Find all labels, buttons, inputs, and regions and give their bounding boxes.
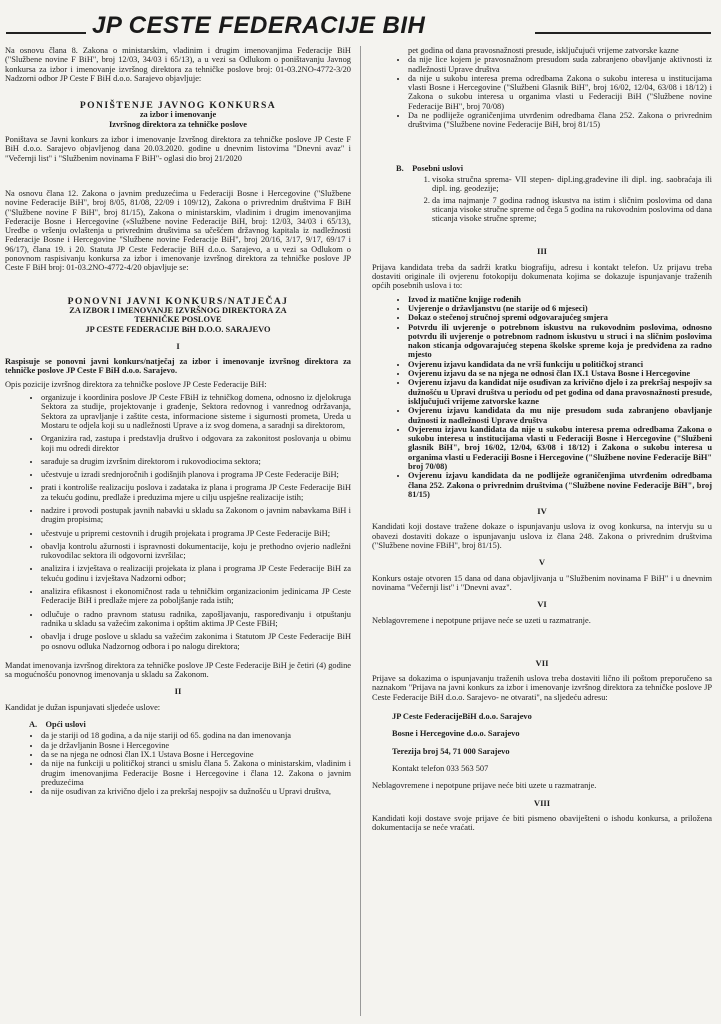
duty-item: • učestvuje u pripremi cestovnih i drugih projekata i programa JP Ceste Federacije BiH; xyxy=(41,529,351,538)
special-conditions-list xyxy=(372,175,712,223)
general-condition-continuation: pet godina od dana pravosnažnosti presude, isključujući vrijeme zatvorske kazne xyxy=(408,46,679,55)
section-heading-ii: II xyxy=(174,686,182,697)
general-conditions-heading xyxy=(29,720,351,729)
duty-item: • sarađuje sa drugim izvršnim direktorom i rukovodiocima sektora; xyxy=(41,457,351,466)
general-conditions-list xyxy=(5,731,351,796)
section-vi-text: Neblagovremene i nepotpune prijave neće se uzeti u razmatranje. xyxy=(372,615,591,625)
mandate-text: Mandat imenovanja izvršnog direktora za tehničke poslove JP Ceste Federacije BiH je četiri (4) godine sa mogućnošću ponovnog imenovanja u skladu sa Zakonom. xyxy=(5,660,351,680)
document-item: • Potvrdu ili uvjerenje o potrebnom iskustvu na rukovodnim poslovima, odnosno potvrdu ili uvjerenje o potrebnom radnom iskustvu u struci i na sličnim poslovima nakon sticanja odgovarajućeg stepena školske spreme koja je predviđena za radno mjesto xyxy=(408,323,712,360)
page-title: JP CESTE FEDERACIJE BIH xyxy=(92,12,426,39)
general-condition-item: • Da ne podliježe ograničenjima utvrđenim odredbama člana 252. Zakona o privrednim društvima ("Službene novine Federacije BiH, broj 81/15) xyxy=(408,111,712,130)
general-condition-item: • da nije osuđivan za krivično djelo i za prekršaj nespojiv sa dužnošću u Upravi društva, xyxy=(41,787,351,796)
section-heading-vi: VI xyxy=(537,599,547,610)
announcement-text: Raspisuje se ponovni javni konkurs/natječaj za izbor i imenovanje izvršnog direktora za tehničke poslove JP Ceste F BiH d.o.o. Sarajevo. xyxy=(5,357,351,376)
header-rule-right xyxy=(535,32,711,34)
competition-subtitle-2: TEHNIČKE POSLOVE xyxy=(134,315,222,325)
duty-item: • analizira i izvještava o realizaciji projekata iz plana i programa JP Ceste Federacije BiH za tekuću godinu i izvještava Nadzorni odbor; xyxy=(41,564,351,583)
column-divider xyxy=(360,46,361,1016)
section-heading-viii: VIII xyxy=(533,797,551,808)
duty-item: • analizira efikasnost i ekonomičnost rada u tehničkim organizacionim jedinicama JP Ceste Federacije BiH i predlaže mjere za poboljšanje rada istih; xyxy=(41,587,351,606)
document-item: • Ovjerenu izjavu da se na njega ne odnosi član IX.1 Ustava Bosne i Hercegovine xyxy=(408,369,712,378)
cancellation-subtitle-2: Izvršnog direktora za tehničke poslove xyxy=(108,119,248,129)
application-text: Prijava kandidata treba da sadrži kratku biografiju, adresu i kontakt telefon. Uz prijavu treba dostaviti originale ili ovjerenu fotokopiju dokumenata kojima se dokazuje ispunjavanje traženih općih posebnih uslova i to: xyxy=(372,262,712,291)
address-line-2: Bosne i Hercegovine d.o.o. Sarajevo xyxy=(392,729,520,739)
cancellation-subtitle-1: za izbor i imenovanje xyxy=(139,110,217,120)
position-description-intro: Opis pozicije izvršnog direktora za tehničke poslove JP Ceste Federacije BiH: xyxy=(5,379,267,389)
section-heading-iv: IV xyxy=(537,506,547,517)
general-conditions-letter: A. xyxy=(29,720,38,730)
document-item: • Ovjerenu izjavu kandidata da ne podliježe ograničenjima utvrđenim odredbama člana 252. Zakona o privrednim društvima ("Službene novine Federacije BiH", broj 81/15) xyxy=(408,471,712,499)
section-heading-vii: VII xyxy=(535,657,549,668)
cancellation-text: Poništava se Javni konkurs za izbor i imenovanje Izvršnog direktora za tehničke poslove JP Ceste F BiH d.o.o. Sarajevo objavljenog dana 20.03.2020. godine u dnevnim listovima "Dnevni avaz" i "Večernji list" i "Službenim novinama F BiH"- oglasi dio broj 21/2020 xyxy=(5,135,351,163)
general-conditions-title: Opći uslovi xyxy=(45,720,86,730)
address-line-1: JP Ceste FederacijeBiH d.o.o. Sarajevo xyxy=(392,712,532,722)
duty-item: • Organizira rad, zastupa i predstavlja društvo i odgovara za zakonitost poslovanja u obimu koji mu odredi direktor xyxy=(41,434,351,453)
duties-list xyxy=(5,393,351,651)
section-v-text: Konkurs ostaje otvoren 15 dana od dana objavljivanja u "Službenim novinama F BiH" i u dnevnim novinama "Večernji list" i "Dnevni avaz". xyxy=(372,573,712,592)
duty-item: • obavlja i druge poslove u skladu sa važećim zakonima i Statutom JP Ceste Federacije BiH po osnovu odluka Nadzornog odbora i po nalogu direktora; xyxy=(41,632,351,651)
duty-item: • organizuje i koordinira poslove JP Ceste FBiH iz tehničkog domena, odnosno iz djelokruga Sektora za studije, projektovanje i građenje, Sektora redovnog i vanrednog održavanja, Sektora za upravljanje i zaštite cesta, informacione sisteme i sigurnosti prometa, Ureda u Mostaru te odjela koji su u nadležnosti Uprave a iz svog domena, a saradnji sa direktorom, xyxy=(41,393,351,430)
section-vii-text: Prijave sa dokazima o ispunjavanju traženih uslova treba dostaviti lično ili poštom preporučeno sa naznakom "Prijava na javni konkurs za izbor i imenovanje izvršnog direktora za tehničke poslove JP Ceste Federacije BiH d.o.o. Sarajevo- ne otvarati", na sljedeću adresu: xyxy=(372,674,712,702)
general-condition-item: • da nije lice kojem je pravosnažnom presudom suda zabranjeno obavljanje aktivnosti iz nadležnosti Uprave društva xyxy=(408,55,712,74)
general-condition-item: • da se na njega ne odnosi član IX.1 Ustava Bosne i Hercegovine xyxy=(41,750,351,759)
duty-item: • prati i kontroliše realizaciju poslova i zadataka iz plana i programa JP Ceste Federacije BiH za tekuću godinu, predlaže i preduzima mjere u cilju uspješne realizacije istih; xyxy=(41,483,351,502)
contact-phone: Kontakt telefon 033 563 507 xyxy=(392,763,489,773)
document-item: • Ovjerenu izjavu kandidata da mu nije presudom suda zabranjeno obavljanje dužnosti iz nadležnosti Uprave društva xyxy=(408,406,712,425)
general-condition-item: • da je stariji od 18 godina, a da nije stariji od 65. godina na dan imenovanja xyxy=(41,731,351,740)
special-condition-item: 1. visoka stručna sprema- VII stepen- dipl.ing.građevine ili dipl. ing. saobraćaja ili dipl. ing. geodezije; xyxy=(432,175,712,194)
right-column xyxy=(372,46,712,836)
section-heading-iii: III xyxy=(536,246,548,257)
page-header xyxy=(0,10,721,42)
intro-paragraph-1: Na osnovu člana 8. Zakona o ministarskim, vladinim i drugim imenovanjima Federacije BiH ("Službene novine F BiH", broj 12/03, 34/03 i 65/13), a u vezi sa Odlukom o poništavanju Javnog konkursa za izbor i imenovanje izvršnog direktora za tehničke poslove broj: 01-03.2NO-4772-3/20 Nadzorni odbor JP Ceste F BiH d.o.o. Sarajevo objavljuje: xyxy=(5,46,351,83)
section-viii-text: Kandidati koji dostave svoje prijave će biti pismeno obaviješteni o ishodu konkursa, a priložena dokumentacija se neće vraćati. xyxy=(372,813,712,833)
document-item: • Izvod iz matične knjige rođenih xyxy=(408,295,712,304)
section-heading-i: I xyxy=(176,340,180,351)
duty-item: • nadzire i provodi postupak javnih nabavki u skladu sa Zakonom o javnim nabavkama BiH i drugim propisima; xyxy=(41,506,351,525)
intro-paragraph-2: Na osnovu člana 12. Zakona o javnim preduzećima u Federaciji Bosne i Hercegovine ("Službene novine Federacije BiH", broj 8/05, 81/08, 22/09 i 109/12), Zakona o privrednim društvima F BiH ("Službene novine F BiH", broj 81/15), Zakona o ministarskim, vladinim i drugim imenovanjima Federacije Bosne i Hercegovine («Službene novine Federacije BiH, broj: 12/03, 34/03 i 65/13), Uredbe o vršenju ovlaštenja u privrednim društvima sa učešćem državnog kapitala iz nadležnosti Federacije Bosne i Hercegovine "Službene novine Federacije BiH", broj 20/16, 3/17, 9/17, 69/17 i 96/17), člana 19. i 20. Statuta JP Ceste Federacije BiH d.o.o. Sarajevo, a u vezi sa Odlukom o ponovnom raspisivanju konkursa za izbor i imenovanje izvršnog direktora za tehničke poslove JP Ceste F BiH broj: 01-03.2NO-4772-4/20 objavljuje se: xyxy=(5,188,351,273)
special-condition-item: 2. da ima najmanje 7 godina radnog iskustva na istim i sličnim poslovima od dana sticanja visoke stručne spreme od čega 5 godina na rukovodnim poslovima od dana sticanja visoke stručne spreme; xyxy=(432,196,712,224)
special-conditions-letter: B. xyxy=(396,163,404,173)
cancellation-title: PONIŠTENJE JAVNOG KONKURSA xyxy=(79,100,277,112)
header-rule-left xyxy=(6,32,86,34)
document-item: • Ovjerenu izjavu da kandidat nije osuđivan za krivično djelo i za prekršaj nespojiv sa dužnošću u Upravi društva u periodu od pet godina od dana pravosnažnosti presude, isključujući vrijeme zatvorske kazne xyxy=(408,378,712,406)
address-line-3: Terezija broj 54, 71 000 Sarajevo xyxy=(392,746,510,756)
document-item: • Ovjerenu izjavu kandidata da nije u sukobu interesa prema odredbama Zakona o sukobu interesa u institucijama vlasti u Federaciji Bosne i Hercegovine ("Službeni glasnik BiH", broj 16/02, 12/04, 63/08 i 18/12) i Zakona o sukobu interesa u organima vlasti u Federaciji Bosne i Hercegovine ("Službene novine Federacije BiH" broj 70/08) xyxy=(408,425,712,471)
competition-subtitle-1: ZA IZBOR I IMENOVANJE IZVRŠNOG DIREKTORA ZA xyxy=(69,305,287,315)
section-heading-v: V xyxy=(538,557,546,568)
documents-list xyxy=(372,295,712,500)
general-condition-item: • da je državljanin Bosne i Hercegovine xyxy=(41,741,351,750)
document-item: • Uvjerenje o državljanstvu (ne starije od 6 mjeseci) xyxy=(408,304,712,313)
duty-item: • učestvuje u izradi srednjoročnih i godišnjih planova i programa JP Ceste Federacije BiH; xyxy=(41,470,351,479)
special-conditions-title: Posebni uslovi xyxy=(412,163,464,173)
document-item: • Dokaz o stečenoj stručnoj spremi odgovarajućeg smjera xyxy=(408,313,712,322)
competition-subtitle-3: JP CESTE FEDERACIJE BiH D.O.O. SARAJEVO xyxy=(85,324,271,334)
left-column xyxy=(5,46,351,800)
competition-title: PONOVNI JAVNI KONKURS/NATJEČAJ xyxy=(67,295,289,307)
late-applications-text: Neblagovremene i nepotpune prijave neće biti uzete u razmatranje. xyxy=(372,781,597,791)
section-iv-text: Kandidati koji dostave tražene dokaze o ispunjavanju uslova iz ovog konkursa, na intervju su u obavezi dostaviti dokaze o ispunjavanju uslova iz člana 248. Zakona o privrednim društvima ("Službene novine FBiH", broj 81/15). xyxy=(372,522,712,551)
general-condition-item: • da nije u sukobu interesa prema odredbama Zakona o sukobu interesa u institucijama vlasti Bosne i Hercegovine ("Službeni Glasnik BiH", broj 16/02, 12/04, 63/08 i 18/12) i Zakona o sukobu interesa u organima vlasti u Federaciji BiH ("Službene novine Federacije BiH", broj 70/08) xyxy=(408,74,712,111)
duty-item: • obavlja kontrolu ažurnosti i ispravnosti dokumentacije, koju je prethodno ovjerio nadležni rukovodilac sektora ili odgovorni izvršilac; xyxy=(41,542,351,561)
requirements-intro: Kandidat je dužan ispunjavati sljedeće uslove: xyxy=(5,702,161,712)
general-conditions-continued xyxy=(372,46,712,130)
special-conditions-heading xyxy=(396,164,712,173)
document-item: • Ovjerenu izjavu kandidata da ne vrši funkciju u političkoj stranci xyxy=(408,360,712,369)
general-condition-item: • da nije na funkciji u političkoj stranci u smislu člana 5. Zakona o ministarskim, vladinim i drugim imenovanjima Federacije Bosne i Hercegovine i člana 12. Zakona o javnim preduzećima xyxy=(41,759,351,787)
duty-item: • odlučuje o radno pravnom statusu radnika, zapošljavanju, raspoređivanju i otpuštanju radnika u skladu sa važećim zakonima i opštim aktima JP Ceste FBiH; xyxy=(41,610,351,629)
